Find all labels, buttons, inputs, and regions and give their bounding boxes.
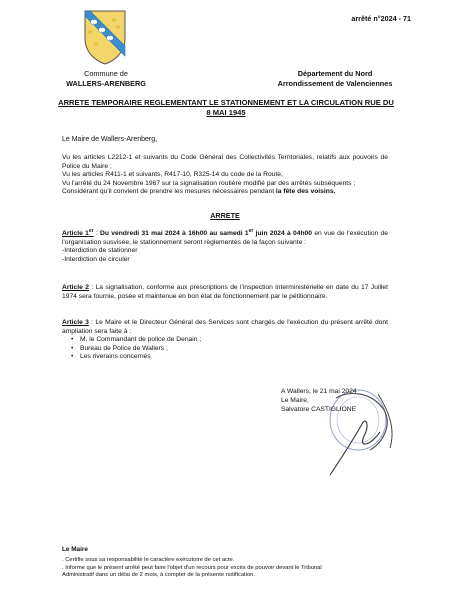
arrete-number: arrêté n°2024 - 71 — [351, 14, 411, 23]
department-block — [260, 69, 410, 88]
list-item: • M. le Commandant de police de Denain ; — [80, 336, 388, 345]
signature-block — [281, 388, 357, 414]
signature-place-date: A Wallers, le 21 mai 2024 — [281, 388, 357, 395]
arrondissement-name: Arrondissement de Valenciennes — [277, 78, 393, 88]
article-1-text: Article 1er : Du vendredi 31 mai 2024 à 16h00 au samedi 1er juin 2024 à 04h00 en vue de l'exécution de l'organisation susvisée, le stationnement seront règlementés de la façon suivante : — [62, 228, 388, 246]
article-1-label: Article 1er — [62, 228, 94, 238]
article-1 — [62, 227, 388, 265]
signature-role: Le Maire, — [281, 396, 309, 404]
department-name: Département du Nord — [297, 69, 373, 78]
list-item: • Les riverains concernés — [80, 353, 388, 362]
signature-name: Salvatore CASTIGLIONE — [281, 405, 357, 413]
footer-line: . Informe que le présent arrêté peut faire l'objet d'un recours pour excès de pouvoir devant le Tribunal — [62, 564, 322, 571]
arrete-heading: ARRETE — [210, 211, 240, 220]
article-3-label: Article 3 — [62, 319, 89, 326]
article-1-dates: Du vendredi 31 mai 2024 à 16h00 au samedi 1er juin 2024 à 04h00 — [100, 228, 313, 238]
commune-block — [40, 69, 172, 88]
vu-line: Vu les articles R411-1 et suivants, R417-10, R325-14 du code de la Route, — [62, 171, 283, 178]
legal-references — [62, 154, 388, 197]
article-3-text: Article 3 : Le Maire et le Directeur Général des Services sont chargés de l'exécution du présent arrêté dont ampliation sera faite à : — [62, 319, 388, 335]
considerant-bold: la fête des voisins. — [275, 188, 336, 195]
coat-of-arms-icon — [82, 8, 128, 66]
article-1-item: -Interdiction de stationner — [62, 247, 138, 255]
footer-notes — [62, 557, 362, 580]
vu-line: Vu l'arrêté du 24 Novembre 1967 sur la signalisation routière modifié par des arrêtés subséquents ; — [62, 179, 356, 187]
footer-line: Administratif dans un délai de 2 mois, à compter de la présente notification. — [62, 572, 256, 579]
article-1-item: -Interdiction de circuler — [62, 256, 130, 264]
article-2-label: Article 2 — [62, 284, 89, 291]
footer-line: . Certifie sous sa responsabilité le caractère exécutoire de cet acte. — [62, 557, 235, 563]
commune-label: Commune de — [84, 69, 128, 78]
document-title: ARRETE TEMPORAIRE REGLEMENTANT LE STATIONNEMENT ET LA CIRCULATION RUE DU 8 MAI 1945 — [58, 98, 394, 117]
article-2 — [62, 284, 388, 301]
commune-name: WALLERS-ARENBERG — [66, 78, 146, 88]
ampliation-list — [62, 336, 388, 362]
list-item: • Bureau de Police de Wallers ; — [80, 345, 388, 354]
footer-title: Le Maire — [62, 546, 88, 553]
considerant-text: Considérant qu'il convient de prendre les mesures nécessaires pendant — [62, 188, 276, 195]
considerant-line — [62, 188, 388, 197]
greeting: Le Maire de Wallers-Arenberg, — [62, 136, 158, 143]
article-2-text: Article 2 : La signalisation, conforme aux prescriptions de l'inspection interministérielle en date du 17 Juillet 1974 sera fournie, posée et maintenue en bon état de fonctionnement par le pétitionnaire. — [62, 284, 388, 300]
vu-line: Vu les articles L2212-1 et suivants du Code Général des Collectivités Territoriales, relatifs aux pouvoirs de Police du Maire ; — [62, 154, 388, 170]
article-3 — [62, 319, 388, 362]
